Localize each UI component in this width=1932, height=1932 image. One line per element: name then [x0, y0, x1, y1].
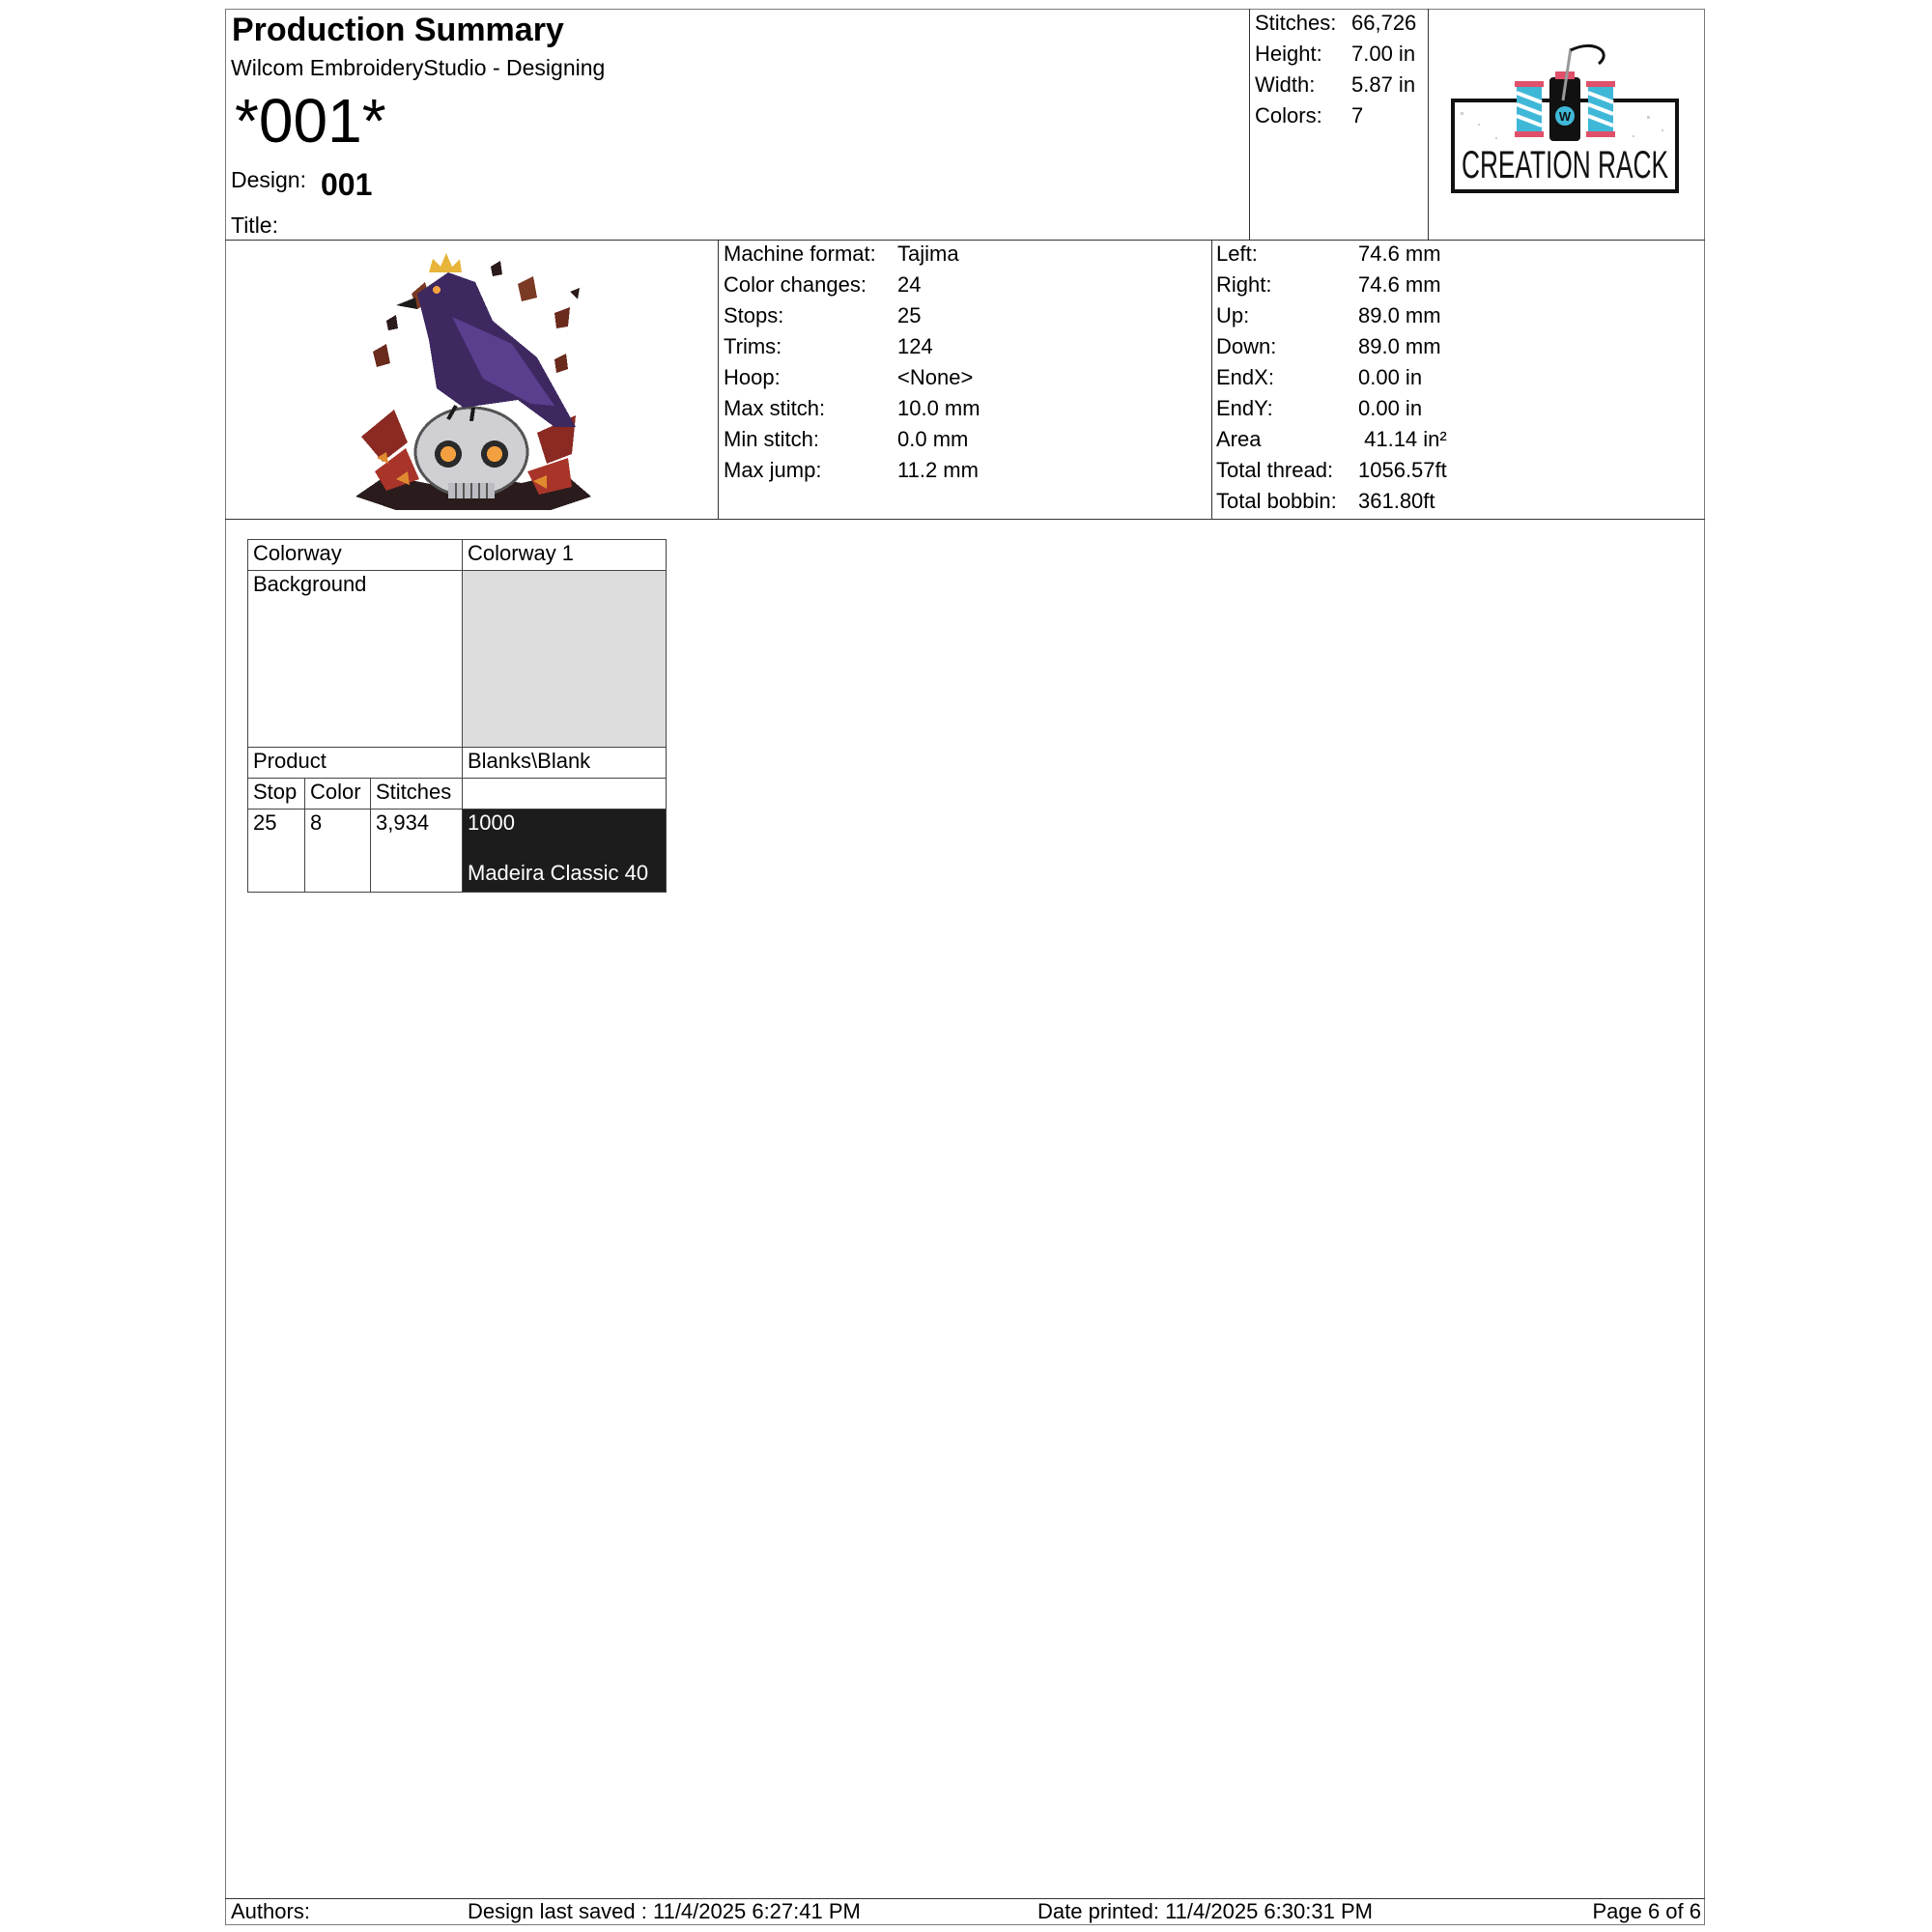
machine-value: 124: [897, 334, 933, 358]
preview-right-divider: [718, 240, 719, 519]
machine-info: [724, 242, 980, 489]
thread-code: 1000: [468, 810, 515, 835]
extent-row: [1216, 272, 1447, 303]
machine-value: 24: [897, 272, 922, 297]
extent-label: EndX:: [1216, 365, 1274, 389]
design-value: 001: [321, 167, 373, 202]
thread-name: Madeira Classic 40: [468, 861, 649, 885]
summary-left-divider: [1249, 9, 1250, 240]
machine-label: Min stitch:: [724, 427, 820, 451]
extent-row: [1216, 427, 1447, 458]
footer-date-printed: Date printed: 11/4/2025 6:30:31 PM: [1037, 1899, 1373, 1923]
extent-label: Up:: [1216, 303, 1250, 327]
product-label: Product: [248, 748, 463, 779]
machine-label: Machine format:: [724, 242, 876, 266]
col-stitches: Stitches: [371, 779, 463, 810]
extent-value: 89.0 mm: [1358, 303, 1441, 327]
cell-color: 8: [305, 810, 371, 893]
machine-row: [724, 458, 980, 489]
footer-authors: Authors:: [231, 1899, 310, 1923]
creation-rack-logo: [1449, 43, 1681, 197]
cell-stitches: 3,934: [371, 810, 463, 893]
machine-value: 11.2 mm: [897, 458, 979, 482]
background-label: Background: [248, 571, 463, 748]
footer-page-number: Page 6 of 6: [1592, 1899, 1701, 1923]
machine-row: [724, 365, 980, 396]
design-label: Design:: [231, 167, 306, 192]
extent-label: Down:: [1216, 334, 1277, 358]
page-title: Production Summary: [232, 12, 564, 48]
stat-row: [1255, 103, 1416, 134]
colorway-value: Colorway 1: [463, 540, 667, 571]
machine-label: Color changes:: [724, 272, 867, 297]
extent-label: Total thread:: [1216, 458, 1334, 482]
info-divider: [225, 519, 1705, 520]
thread-spools-logo-icon: [1449, 43, 1681, 197]
logo-text: CREATION RACK: [1462, 144, 1669, 186]
extent-value: 1056.57ft: [1358, 458, 1447, 482]
extent-row: [1216, 489, 1447, 520]
stat-value: 5.87 in: [1351, 72, 1416, 97]
machine-row: [724, 242, 980, 272]
extent-row: [1216, 334, 1447, 365]
design-preview-image: [348, 243, 599, 516]
machine-label: Max jump:: [724, 458, 822, 482]
table-row: [248, 810, 667, 893]
machine-row: [724, 427, 980, 458]
stat-value: 7.00 in: [1351, 42, 1416, 66]
extent-value: 89.0 mm: [1358, 334, 1441, 358]
background-swatch: [463, 571, 667, 748]
machine-label: Hoop:: [724, 365, 781, 389]
extent-label: Total bobbin:: [1216, 489, 1337, 513]
extent-value: 0.00 in: [1358, 365, 1423, 389]
machine-label: Trims:: [724, 334, 782, 358]
col-color: Color: [305, 779, 371, 810]
col-thread-blank: [463, 779, 667, 810]
raven-skull-preview: [348, 243, 599, 516]
columns-row: [248, 779, 667, 810]
design-id: *001*: [235, 86, 386, 156]
title-label: Title:: [231, 213, 278, 238]
background-row: [248, 571, 667, 748]
cell-stop: 25: [248, 810, 305, 893]
extent-label: Area: [1216, 427, 1262, 451]
machine-row: [724, 334, 980, 365]
logo-left-divider: [1428, 9, 1429, 240]
svg-text:W: W: [1558, 109, 1572, 124]
col-stop: Stop: [248, 779, 305, 810]
colorway-table: [247, 539, 667, 893]
extent-label: Left:: [1216, 242, 1258, 266]
extent-value: 0.00 in: [1358, 396, 1423, 420]
machine-label: Max stitch:: [724, 396, 826, 420]
machine-row: [724, 303, 980, 334]
stat-value: 66,726: [1351, 11, 1417, 35]
extent-label: EndY:: [1216, 396, 1273, 420]
machine-row: [724, 272, 980, 303]
extent-row: [1216, 396, 1447, 427]
product-value: Blanks\Blank: [463, 748, 667, 779]
app-subtitle: Wilcom EmbroideryStudio - Designing: [231, 55, 606, 80]
extent-row: [1216, 242, 1447, 272]
stat-label: Stitches:: [1255, 11, 1337, 35]
machine-label: Stops:: [724, 303, 784, 327]
machine-value: 10.0 mm: [897, 396, 980, 420]
extent-row: [1216, 303, 1447, 334]
machine-value: <None>: [897, 365, 974, 389]
machine-value: 0.0 mm: [897, 427, 969, 451]
extents-info: [1216, 242, 1447, 520]
colorway-header-row: [248, 540, 667, 571]
product-row: [248, 748, 667, 779]
machine-value: Tajima: [897, 242, 959, 266]
stat-value: 7: [1351, 103, 1364, 128]
extent-value: 74.6 mm: [1358, 242, 1441, 266]
extent-value: 41.14 in²: [1358, 427, 1447, 451]
extent-row: [1216, 365, 1447, 396]
footer-last-saved: Design last saved : 11/4/2025 6:27:41 PM: [468, 1899, 861, 1923]
stat-row: [1255, 72, 1416, 103]
summary-stats: [1255, 11, 1416, 134]
thread-swatch: [463, 810, 667, 893]
colorway-label: Colorway: [248, 540, 463, 571]
extent-value: 361.80ft: [1358, 489, 1435, 513]
extent-value: 74.6 mm: [1358, 272, 1441, 297]
extent-row: [1216, 458, 1447, 489]
machine-value: 25: [897, 303, 922, 327]
stat-label: Height:: [1255, 42, 1322, 66]
extent-label: Right:: [1216, 272, 1272, 297]
stat-row: [1255, 42, 1416, 72]
stat-row: [1255, 11, 1416, 42]
machine-right-divider: [1211, 240, 1212, 519]
footer-divider: [225, 1898, 1705, 1899]
stat-label: Colors:: [1255, 103, 1322, 128]
stat-label: Width:: [1255, 72, 1316, 97]
header-divider: [225, 240, 1705, 241]
machine-row: [724, 396, 980, 427]
